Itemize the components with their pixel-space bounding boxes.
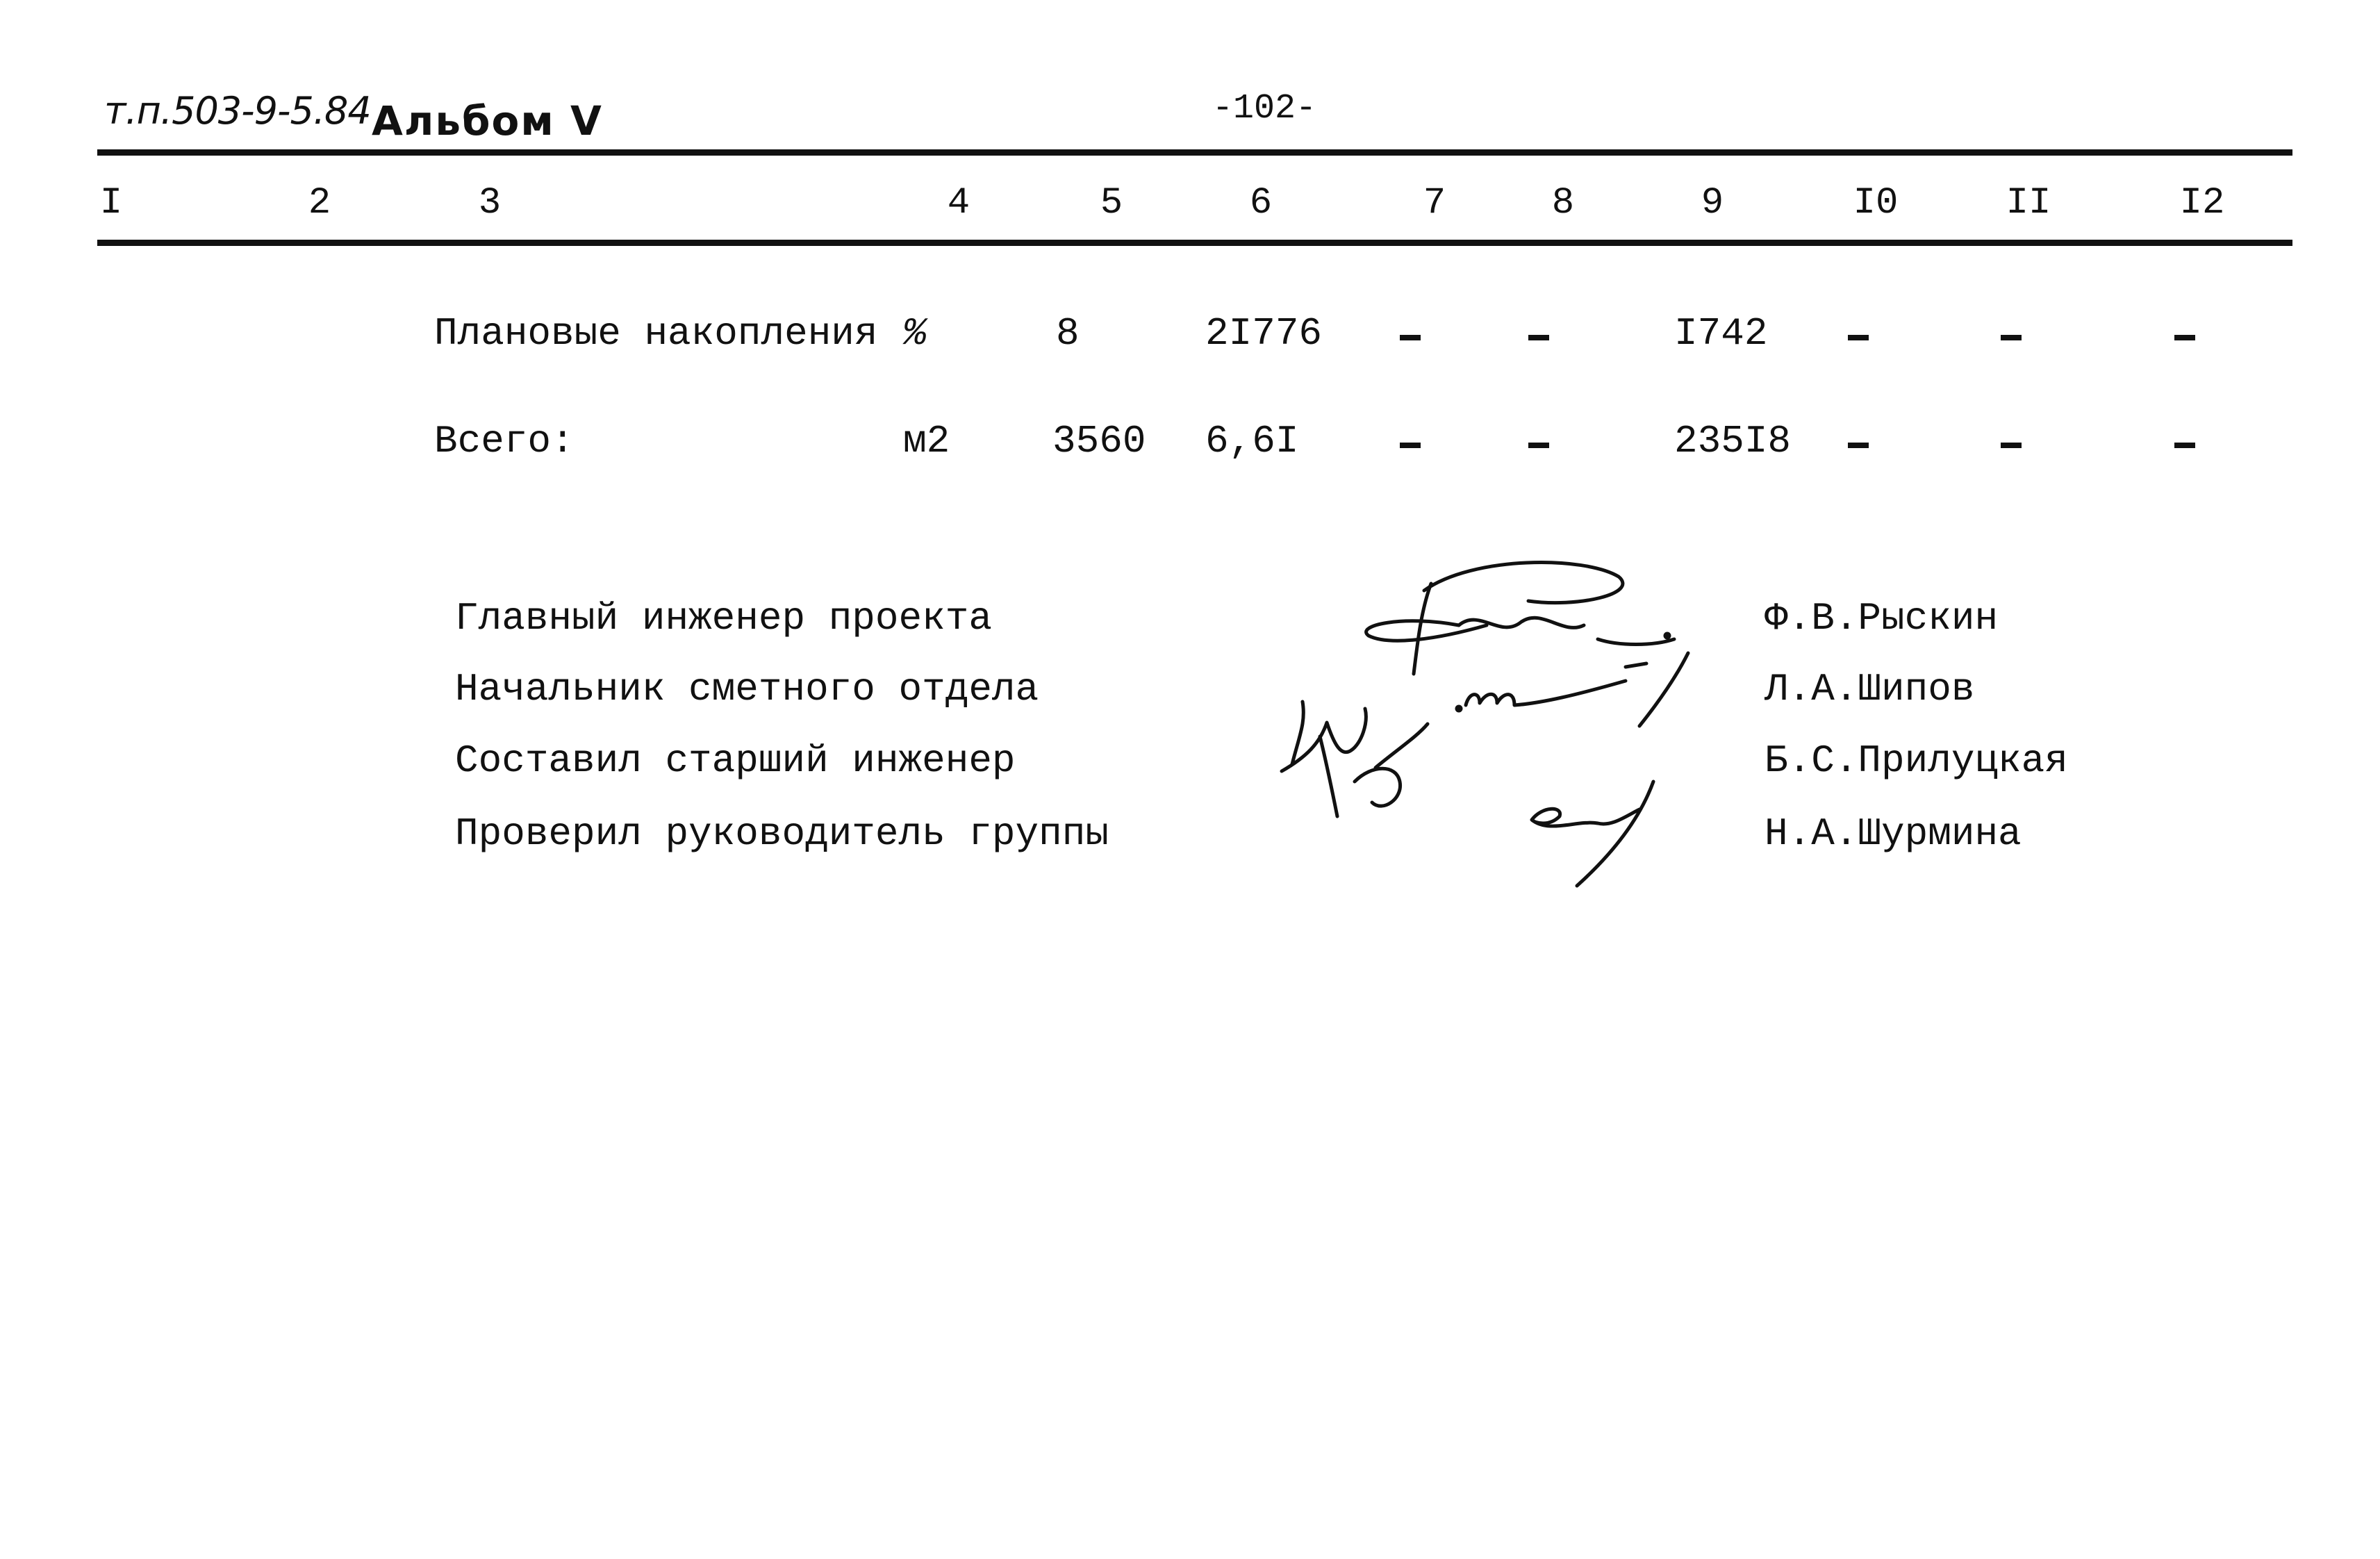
handwritten-signatures [1250,542,1751,903]
table-header-rule [97,240,2292,246]
row-name: Всего: [434,419,575,463]
row-col12-dash [2174,335,2195,340]
column-number-1: I [99,182,123,224]
page-number: -102- [1212,89,1317,129]
column-number-8: 8 [1551,182,1575,224]
signature-estimate-head [1457,653,1688,726]
column-number-9: 9 [1701,182,1724,224]
row-col10-dash [1848,335,1869,340]
signatory-title: Проверил руководитель группы [455,811,1109,856]
row-col5: 3560 [1052,419,1146,463]
row-col8-dash [1528,443,1549,448]
signature-chief-engineer [1366,563,1674,674]
table-top-rule [97,149,2292,156]
row-col7-dash [1400,443,1421,448]
row-col11-dash [2001,443,2022,448]
row-col10-dash [1848,443,1869,448]
row-name: Плановые накопления [434,311,878,356]
signature-group-leader [1532,782,1653,886]
column-number-4: 4 [947,182,970,224]
row-col5: 8 [1056,311,1080,356]
signature-compiler [1282,702,1428,816]
row-col9: 235I8 [1674,419,1792,463]
signatory-title: Начальник сметного отдела [455,667,1039,711]
signatory-name: Б.С.Прилуцкая [1765,739,2068,783]
row-col7-dash [1400,335,1421,340]
column-number-7: 7 [1423,182,1446,224]
document-code: т.п.503-9-5.84 [104,89,371,133]
column-number-12: I2 [2179,182,2225,224]
row-unit: % [903,311,927,356]
row-col8-dash [1528,335,1549,340]
column-number-6: 6 [1249,182,1273,224]
column-number-10: I0 [1853,182,1899,224]
row-col11-dash [2001,335,2022,340]
signatory-title: Составил старший инженер [455,739,1016,783]
row-unit: м2 [903,419,950,463]
album-label: Альбом V [372,97,603,145]
column-number-5: 5 [1100,182,1123,224]
signatory-name: Л.А.Шипов [1765,667,1975,711]
signatory-name: Ф.В.Рыскин [1765,596,1999,641]
signatory-name: Н.А.Шурмина [1765,811,2022,856]
column-number-2: 2 [308,182,331,224]
row-col12-dash [2174,443,2195,448]
column-number-11: II [2006,182,2051,224]
row-col6: 6,6I [1205,419,1299,463]
column-number-3: 3 [478,182,502,224]
signatory-title: Главный инженер проекта [455,596,992,641]
row-col9: I742 [1674,311,1768,356]
row-col6: 2I776 [1205,311,1323,356]
